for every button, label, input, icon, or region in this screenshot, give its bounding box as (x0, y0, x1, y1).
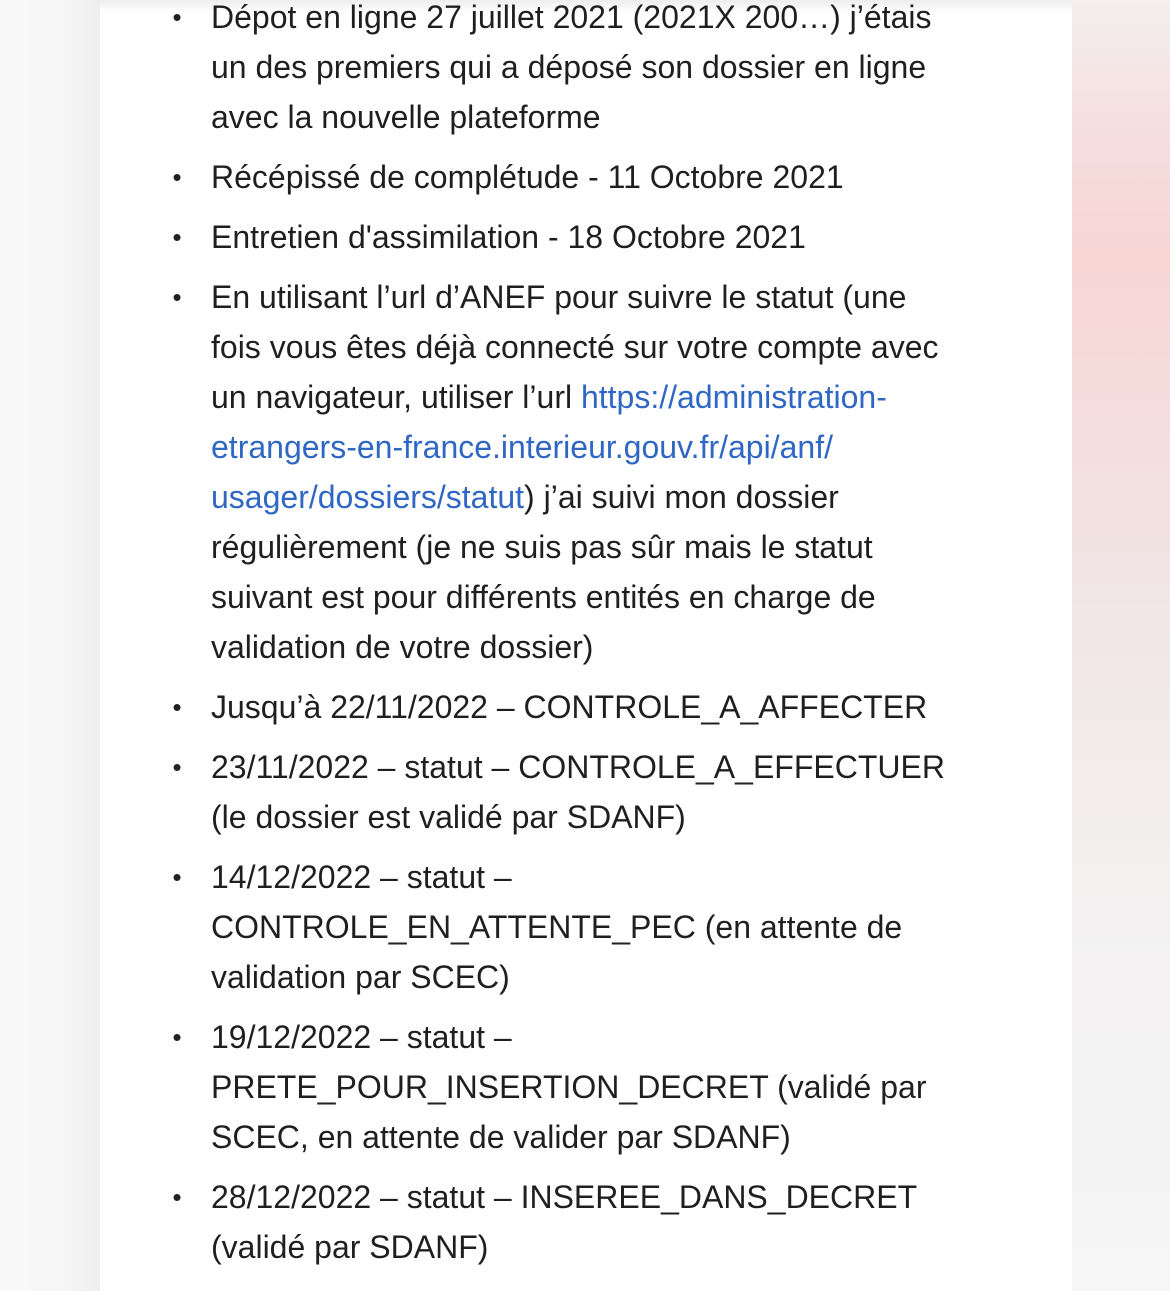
item-text: ) j’ai suivi mon dossier (524, 479, 839, 515)
item-line: CONTROLE_EN_ATTENTE_PEC (en attente de (211, 909, 903, 945)
item-line: 14/12/2022 – statut – (211, 859, 512, 895)
list-item-recepisse (0, 152, 1072, 202)
right-margin (1072, 0, 1170, 1291)
anef-status-link[interactable]: etrangers-en-france.interieur.gouv.fr/api/anf/ (211, 429, 833, 465)
list-item-status-4 (0, 1012, 1072, 1162)
list-item-anef-url (0, 272, 1072, 672)
item-line (211, 472, 1044, 522)
bullet-icon: • (172, 862, 182, 892)
item-line: En utilisant l’url d’ANEF pour suivre le statut (une (211, 279, 907, 315)
bullet-icon: • (172, 1022, 182, 1052)
item-line: 28/12/2022 – statut – INSEREE_DANS_DECRET (211, 1179, 918, 1215)
item-line: avec la nouvelle plateforme (211, 99, 601, 135)
bullet-icon: • (172, 222, 182, 252)
item-line: régulièrement (je ne suis pas sûr mais le statut (211, 529, 873, 565)
item-line: 19/12/2022 – statut – (211, 1019, 512, 1055)
item-line: validation par SCEC) (211, 959, 510, 995)
anef-status-link[interactable]: https://administration- (580, 379, 887, 415)
item-line: un des premiers qui a déposé son dossier en ligne (211, 49, 927, 85)
list-item-status-3 (0, 852, 1072, 1002)
bullet-icon: • (172, 282, 182, 312)
item-line: Entretien d'assimilation - 18 Octobre 2021 (211, 219, 806, 255)
bullet-icon: • (172, 752, 182, 782)
list-item-depot (0, 0, 1072, 142)
list-item-status-2 (0, 742, 1072, 842)
item-line: 23/11/2022 – statut – CONTROLE_A_EFFECTUER (211, 749, 945, 785)
bullet-icon: • (172, 162, 182, 192)
item-line: (validé par SDANF) (211, 1229, 489, 1265)
item-line: Récépissé de complétude - 11 Octobre 2021 (211, 159, 844, 195)
item-line (211, 422, 1044, 472)
item-text: un navigateur, utiliser l’url (211, 379, 581, 415)
item-line: suivant est pour différents entités en charge de (211, 579, 876, 615)
item-line: validation de votre dossier) (211, 629, 594, 665)
item-line: Jusqu’à 22/11/2022 – CONTROLE_A_AFFECTER (211, 689, 928, 725)
bullet-icon: • (172, 2, 182, 32)
list-item-status-5 (0, 1172, 1072, 1272)
list-item-entretien (0, 212, 1072, 262)
item-line (211, 372, 1044, 422)
item-line: (le dossier est validé par SDANF) (211, 799, 686, 835)
item-line: Dépot en ligne 27 juillet 2021 (2021X 200…) j’étais (211, 0, 932, 35)
bullet-icon: • (172, 692, 182, 722)
item-line: SCEC, en attente de valider par SDANF) (211, 1119, 791, 1155)
item-line: PRETE_POUR_INSERTION_DECRET (validé par (211, 1069, 927, 1105)
bullet-icon: • (172, 1182, 182, 1212)
anef-status-link[interactable]: usager/dossiers/statut (211, 479, 525, 515)
list-item-status-1 (0, 682, 1072, 732)
item-line: fois vous êtes déjà connecté sur votre compte avec (211, 329, 939, 365)
